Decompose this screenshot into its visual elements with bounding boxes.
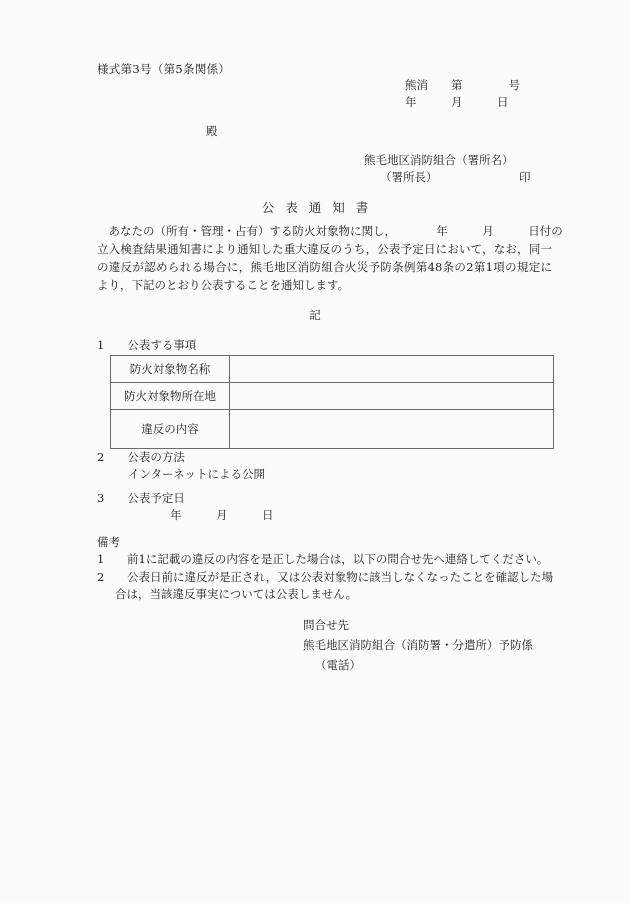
- section-2-value: インターネットによる公開: [128, 467, 265, 481]
- table-label-building-name: 防火対象物名称: [111, 356, 230, 383]
- ki-marker: 記: [309, 308, 321, 322]
- section-3-number: 3: [97, 491, 105, 505]
- issuer-organization: 熊毛地区消防組合（署所名）: [364, 153, 514, 167]
- table-row: [111, 410, 554, 449]
- form-number: 様式第3号（第5条関係）: [97, 62, 231, 76]
- body-line-3: の違反が認められる場合に，熊毛地区消防組合火災予防条例第48条の2第1項の規定に: [97, 260, 552, 274]
- public-disclosure-table: [110, 355, 554, 449]
- section-3-value: 年 月 日: [170, 508, 274, 522]
- table-label-violation-content: 違反の内容: [111, 410, 230, 449]
- section-1-label: 公表する事項: [127, 338, 197, 352]
- remark-1-text: 前1に記載の違反の内容を是正した場合は，以下の問合せ先へ連絡してください。: [127, 552, 549, 566]
- section-2-gap: [104, 450, 127, 464]
- table-label-building-address: 防火対象物所在地: [111, 383, 230, 410]
- table-value-violation-content[interactable]: [230, 410, 554, 449]
- body-line-1: あなたの（所有・管理・占有）する防火対象物に関し， 年 月 日付の: [97, 224, 563, 238]
- remark-2-continuation: 合は，当該違反事実については公表しません。: [115, 587, 357, 601]
- seal-icon: 印: [519, 170, 531, 184]
- remark-1-number: 1: [97, 552, 105, 566]
- contact-organization: 熊毛地区消防組合（消防署・分遣所）予防係: [303, 638, 533, 652]
- section-3-gap: [104, 491, 127, 505]
- remark-2-number: 2: [97, 569, 105, 584]
- contact-label: 問合せ先: [303, 618, 349, 632]
- page-title: 公表通知書: [261, 200, 380, 215]
- section-1-heading: [97, 337, 196, 353]
- contact-info: [303, 615, 533, 675]
- table-row: [111, 383, 554, 410]
- section-2-heading: [97, 449, 185, 465]
- section-3-label: 公表予定日: [127, 491, 185, 505]
- issuer-chief-title: （署所長）: [380, 170, 438, 184]
- table-value-building-name[interactable]: [230, 356, 554, 383]
- section-3-heading: [97, 490, 185, 506]
- section-1-number: 1: [97, 338, 105, 352]
- list-item: [97, 569, 557, 587]
- section-1-gap: [104, 338, 127, 352]
- remarks-list: [97, 551, 557, 604]
- body-line-4: より，下記のとおり公表することを通知します。: [97, 278, 350, 292]
- document-number: 熊消 第 号: [405, 78, 520, 92]
- body-line-2: 立入検査結果通知書により通知した重大違反のうち，公表予定日において，なお，同一: [97, 242, 552, 256]
- remark-2-text: 公表日前に違反が是正され，又は公表対象物に該当しなくなったことを確認した場: [127, 569, 554, 584]
- addressee-honorific: 殿: [206, 124, 218, 138]
- body-paragraph: [97, 222, 563, 294]
- list-item: [97, 551, 557, 569]
- contact-telephone: （電話）: [315, 658, 361, 672]
- section-2-number: 2: [97, 450, 105, 464]
- table-value-building-address[interactable]: [230, 383, 554, 410]
- remarks-heading: 備考: [97, 535, 120, 549]
- document-date: 年 月 日: [405, 95, 509, 109]
- section-2-label: 公表の方法: [127, 450, 185, 464]
- table-row: [111, 356, 554, 383]
